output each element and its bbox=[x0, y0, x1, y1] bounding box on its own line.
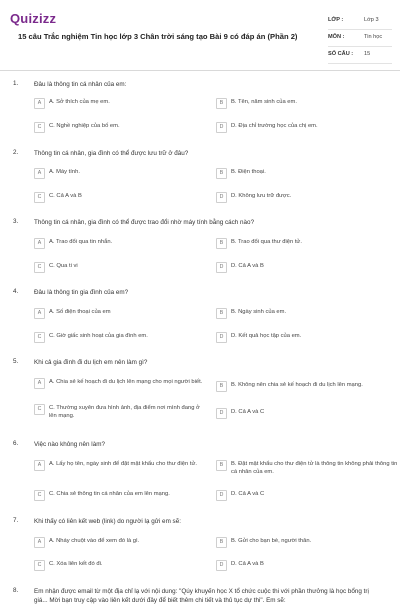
option-text: A. Trao đổi qua tin nhắn. bbox=[49, 239, 113, 245]
answer-option[interactable] bbox=[216, 262, 386, 273]
option-text: B. Điện thoại. bbox=[231, 169, 266, 175]
answer-option[interactable] bbox=[34, 308, 204, 319]
option-letter-box: D bbox=[216, 560, 227, 571]
option-text: C. Cả A và B bbox=[49, 193, 82, 199]
meta-value: Lớp 3 bbox=[364, 17, 379, 23]
option-letter-box: A bbox=[34, 537, 45, 548]
option-letter-box: C bbox=[34, 332, 45, 343]
question-text: Khi thấy có liên kết web (link) do người lạ gửi em sẽ: bbox=[34, 518, 181, 525]
option-letter-box: C bbox=[34, 490, 45, 501]
option-letter-box: A bbox=[34, 238, 45, 249]
option-text: C. Giờ giấc sinh hoạt của gia đình em. bbox=[49, 333, 148, 339]
option-letter-box: D bbox=[216, 192, 227, 203]
option-letter-box: D bbox=[216, 332, 227, 343]
meta-row-class bbox=[328, 13, 392, 30]
answer-option[interactable] bbox=[34, 168, 204, 179]
option-letter-box: B bbox=[216, 98, 227, 109]
option-text: C. Thường xuyên đưa hình ảnh, địa điểm nơi mình đang ở lên mạng. bbox=[49, 405, 200, 419]
option-letter-box: B bbox=[216, 308, 227, 319]
option-letter-box: D bbox=[216, 490, 227, 501]
option-letter-box: B bbox=[216, 168, 227, 179]
answer-option[interactable] bbox=[34, 262, 204, 273]
worksheet-title: 15 câu Trắc nghiệm Tin học lớp 3 Chân trời sáng tạo Bài 9 có đáp án (Phần 2) bbox=[18, 32, 298, 41]
answer-option[interactable] bbox=[34, 192, 204, 203]
question-item bbox=[0, 218, 400, 278]
answer-option[interactable] bbox=[34, 537, 204, 548]
answer-option[interactable] bbox=[34, 122, 204, 133]
answer-option[interactable] bbox=[216, 98, 386, 109]
answer-option[interactable] bbox=[216, 381, 401, 392]
question-number: 6. bbox=[13, 440, 19, 447]
option-letter-box: D bbox=[216, 262, 227, 273]
answer-option[interactable] bbox=[34, 560, 204, 571]
question-number: 4. bbox=[13, 288, 19, 295]
question-text: Thông tin cá nhân, gia đình có thể được lưu trữ ở đâu? bbox=[34, 150, 189, 157]
option-text: B. Trao đổi qua thư điện tử. bbox=[231, 239, 302, 245]
meta-label: MÔN : bbox=[328, 34, 345, 40]
option-letter-box: C bbox=[34, 262, 45, 273]
option-text: D. Kết quả học tập của em. bbox=[231, 333, 302, 339]
option-letter-box: D bbox=[216, 408, 227, 419]
meta-row-count bbox=[328, 47, 392, 64]
option-text: D. Cả A và C bbox=[231, 491, 265, 497]
worksheet-meta bbox=[328, 13, 392, 64]
header-divider bbox=[0, 70, 400, 71]
question-number: 2. bbox=[13, 149, 19, 156]
answer-option[interactable] bbox=[216, 560, 386, 571]
question-number: 5. bbox=[13, 358, 19, 365]
answer-option[interactable] bbox=[216, 308, 386, 319]
question-text: Việc nào không nên làm? bbox=[34, 441, 105, 448]
option-text: B. Ngày sinh của em. bbox=[231, 309, 287, 315]
option-letter-box: A bbox=[34, 460, 45, 471]
question-item bbox=[0, 517, 400, 577]
worksheet-header bbox=[0, 0, 400, 70]
option-letter-box: B bbox=[216, 238, 227, 249]
option-letter-box: C bbox=[34, 122, 45, 133]
option-text: A. Sở thích của mẹ em. bbox=[49, 99, 110, 105]
question-text: Đâu là thông tin gia đình của em? bbox=[34, 289, 129, 296]
option-text: A. Lấy họ tên, ngày sinh để đặt mật khẩu cho thư điện tử. bbox=[49, 461, 197, 467]
question-text: Đâu là thông tin cá nhân của em: bbox=[34, 81, 127, 88]
question-text: Khi cả gia đình đi du lịch em nên làm gì? bbox=[34, 359, 148, 366]
option-text: D. Không lưu trữ được. bbox=[231, 193, 292, 199]
option-text: C. Chia sẻ thông tin cá nhân của em lên mạng. bbox=[49, 491, 170, 497]
answer-option[interactable] bbox=[34, 460, 204, 471]
option-text: B. Gửi cho bạn bè, người thân. bbox=[231, 538, 312, 544]
answer-option[interactable] bbox=[216, 408, 386, 419]
option-letter-box: B bbox=[216, 460, 227, 471]
option-letter-box: C bbox=[34, 404, 45, 415]
option-text: A. Chia sẻ kế hoạch đi du lịch lên mạng cho mọi người biết. bbox=[49, 379, 203, 385]
option-letter-box: A bbox=[34, 378, 45, 389]
option-text: C. Xóa liên kết đó đi. bbox=[49, 561, 103, 567]
option-text: C. Qua ti vi bbox=[49, 263, 78, 269]
question-item bbox=[0, 587, 400, 607]
answer-option[interactable] bbox=[216, 168, 386, 179]
option-letter-box: C bbox=[34, 192, 45, 203]
answer-option[interactable] bbox=[216, 490, 386, 501]
option-text: D. Cả A và C bbox=[231, 409, 265, 415]
answer-option[interactable] bbox=[34, 378, 204, 389]
option-text: D. Cả A và B bbox=[231, 561, 264, 567]
answer-option[interactable] bbox=[34, 490, 204, 501]
answer-option[interactable] bbox=[34, 238, 204, 249]
option-letter-box: A bbox=[34, 308, 45, 319]
question-item bbox=[0, 80, 400, 140]
question-number: 1. bbox=[13, 80, 19, 87]
question-number: 8. bbox=[13, 587, 19, 594]
option-text: A. Số điện thoại của em bbox=[49, 309, 111, 315]
quizizz-logo[interactable]: Quizizz bbox=[10, 11, 57, 26]
option-letter-box: C bbox=[34, 560, 45, 571]
option-text: B. Không nên chia sẻ kế hoạch đi du lịch lên mạng. bbox=[231, 382, 363, 388]
answer-option[interactable] bbox=[216, 537, 386, 548]
option-text: D. Cả A và B bbox=[231, 263, 264, 269]
option-text: A. Nháy chuột vào để xem đó là gì. bbox=[49, 538, 140, 544]
question-text: Em nhận được email từ một địa chỉ lạ với nội dung: "Qúy khuyến học X tổ chức cuộc thi với phần thưởng là học bổng trị giá... Mời bạn truy cập vào liên kết dưới đây để biết thêm chi tiết và thủ tục dự thi". Em sẽ: bbox=[34, 588, 369, 604]
answer-option[interactable] bbox=[216, 238, 386, 249]
answer-option[interactable] bbox=[34, 404, 204, 420]
option-text: D. Địa chỉ trường học của chị em. bbox=[231, 123, 318, 129]
meta-label: LỚP : bbox=[328, 17, 344, 23]
question-item bbox=[0, 358, 400, 433]
option-text: B. Tên, năm sinh của em. bbox=[231, 99, 297, 105]
option-text: B. Đặt mật khẩu cho thư điện tử là thông tin không phải thông tin cá nhân của em. bbox=[231, 461, 398, 475]
answer-option[interactable] bbox=[34, 98, 204, 109]
answer-option[interactable] bbox=[216, 122, 386, 133]
meta-value: 15 bbox=[364, 51, 371, 57]
question-number: 7. bbox=[13, 517, 19, 524]
option-letter-box: D bbox=[216, 122, 227, 133]
meta-value: Tin học bbox=[364, 34, 383, 40]
option-letter-box: B bbox=[216, 381, 227, 392]
question-item bbox=[0, 288, 400, 348]
option-text: C. Nghề nghiệp của bố em. bbox=[49, 123, 120, 129]
answer-option[interactable] bbox=[216, 192, 386, 203]
option-letter-box: A bbox=[34, 168, 45, 179]
answer-option[interactable] bbox=[216, 460, 399, 476]
question-text: Thông tin cá nhân, gia đình có thể được trao đổi nhờ máy tính bằng cách nào? bbox=[34, 219, 255, 226]
question-item bbox=[0, 149, 400, 209]
meta-label: SỐ CÂU : bbox=[328, 51, 354, 57]
question-item bbox=[0, 440, 400, 505]
option-letter-box: B bbox=[216, 537, 227, 548]
answer-option[interactable] bbox=[216, 332, 386, 343]
option-letter-box: A bbox=[34, 98, 45, 109]
question-number: 3. bbox=[13, 218, 19, 225]
option-text: A. Máy tính. bbox=[49, 169, 80, 175]
meta-row-subject bbox=[328, 30, 392, 47]
answer-option[interactable] bbox=[34, 332, 204, 343]
